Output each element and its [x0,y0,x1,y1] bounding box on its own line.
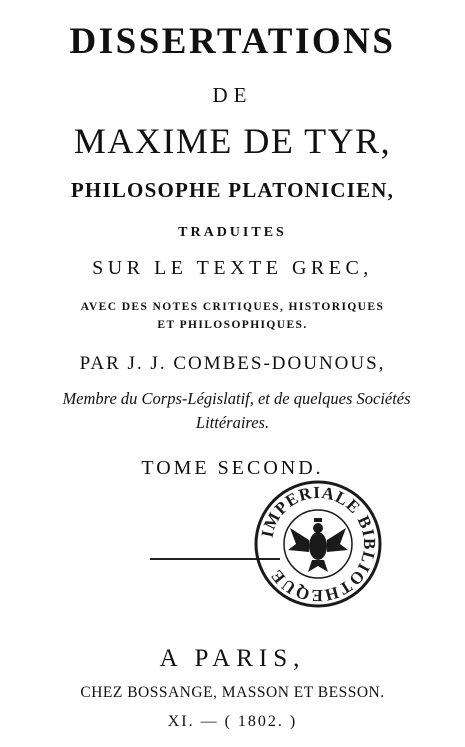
translator-affiliation-1: Membre du Corps-Législatif, et de quelques Sociétés [62,389,411,408]
translated-label: TRADUITES [178,225,287,240]
title-connector: DE [212,83,253,107]
notes-line-2: ET PHILOSOPHIQUES. [157,319,308,331]
book-title: DISSERTATIONS [69,21,396,62]
translator-name: PAR J. J. COMBES-DOUNOUS, [79,353,386,374]
source-text-line: SUR LE TEXTE GREC, [92,257,373,279]
translator-affiliation-2: Littéraires. [195,413,270,432]
publisher: CHEZ BOSSANGE, MASSON ET BESSON. [80,684,385,701]
library-stamp-icon [252,478,384,610]
publication-place: A PARIS, [159,645,306,672]
stamp-text: IMPERIALE BIBLIOTHEQUE [257,482,380,606]
author-description: PHILOSOPHE PLATONICIEN, [70,178,395,202]
author-name: MAXIME DE TYR, [73,121,392,161]
publication-date: XI. — ( 1802. ) [167,713,298,730]
volume-label: TOME SECOND. [141,457,324,479]
notes-line-1: AVEC DES NOTES CRITIQUES, HISTORIQUES [80,301,385,313]
